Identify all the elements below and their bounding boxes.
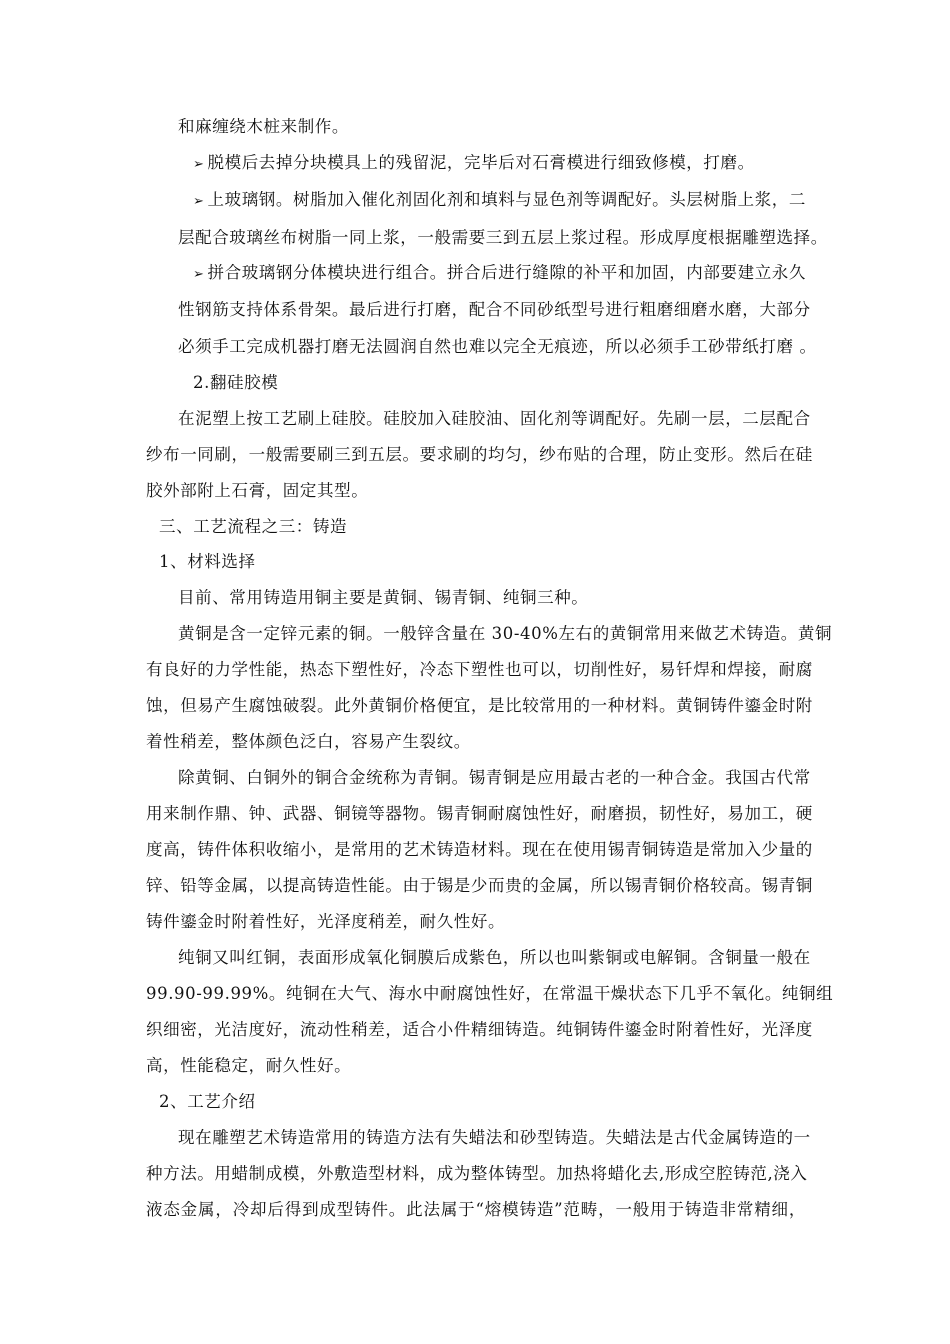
text-line: 着性稍差，整体颜色泛白，容易产生裂纹。: [146, 732, 471, 751]
text-line: 99.90-99.99%。纯铜在大气、海水中耐腐蚀性好，在常温干燥状态下几乎不氧化。纯铜组: [146, 984, 834, 1003]
section-heading: 2.翻硅胶模: [193, 373, 279, 392]
text-line: 除黄铜、白铜外的铜合金统称为青铜。锡青铜是应用最古老的一种合金。我国古代常: [178, 768, 811, 787]
text-line: 蚀，但易产生腐蚀破裂。此外黄铜价格便宜，是比较常用的一种材料。黄铜铸件鎏金时附: [146, 696, 813, 715]
text-line: 铸件鎏金时附着性好，光泽度稍差，耐久性好。: [146, 912, 506, 931]
text-line: 锌、铅等金属，以提高铸造性能。由于锡是少而贵的金属，所以锡青铜价格较高。锡青铜: [146, 876, 813, 895]
arrow-bullet-icon: ➢: [193, 157, 205, 172]
text-line: 目前、常用铸造用铜主要是黄铜、锡青铜、纯铜三种。: [178, 588, 589, 607]
text-line: 现在雕塑艺术铸造常用的铸造方法有失蜡法和砂型铸造。失蜡法是古代金属铸造的一: [178, 1128, 811, 1147]
text-line: 高，性能稳定，耐久性好。: [146, 1056, 352, 1075]
subsection-heading: 2、工艺介绍: [159, 1092, 256, 1111]
arrow-bullet-icon: ➢: [193, 267, 205, 282]
text-line: 用来制作鼎、钟、武器、铜镜等器物。锡青铜耐腐蚀性好，耐磨损，韧性好，易加工，硬: [146, 804, 813, 823]
text-line: 必须手工完成机器打磨无法圆润自然也难以完全无痕迹，所以必须手工砂带纸打磨 。: [178, 337, 817, 356]
text-line: 层配合玻璃丝布树脂一同上浆，一般需要三到五层上浆过程。形成厚度根据雕塑选择。: [178, 228, 828, 247]
bullet-item: ➢ 脱模后去掉分块模具上的残留泥，完毕后对石膏模进行细致修模，打磨。: [193, 153, 755, 175]
text-line: 度高，铸件体积收缩小，是常用的艺术铸造材料。现在在使用锡青铜铸造是常加入少量的: [146, 840, 813, 859]
subsection-heading: 1、材料选择: [159, 552, 256, 571]
text-line: 织细密，光洁度好，流动性稍差，适合小件精细铸造。纯铜铸件鎏金时附着性好，光泽度: [146, 1020, 813, 1039]
arrow-bullet-icon: ➢: [193, 194, 205, 209]
text-line: 种方法。用蜡制成模，外敷造型材料，成为整体铸型。加热将蜡化去,形成空腔铸范,浇入: [146, 1164, 808, 1183]
text-line: 胶外部附上石膏，固定其型。: [146, 481, 369, 500]
bullet-item: ➢ 上玻璃钢。树脂加入催化剂固化剂和填料与显色剂等调配好。头层树脂上浆，二: [193, 190, 806, 212]
bullet-item: ➢ 拼合玻璃钢分体模块进行组合。拼合后进行缝隙的补平和加固，内部要建立永久: [193, 263, 806, 285]
text-line: 在泥塑上按工艺刷上硅胶。硅胶加入硅胶油、固化剂等调配好。先刷一层，二层配合: [178, 409, 811, 428]
text-line: 性钢筋支持体系骨架。最后进行打磨，配合不同砂纸型号进行粗磨细磨水磨，大部分: [178, 300, 811, 319]
text-line: 有良好的力学性能，热态下塑性好，冷态下塑性也可以，切削性好，易钎焊和焊接，耐腐: [146, 660, 813, 679]
text-line: 黄铜是含一定锌元素的铜。一般锌含量在 30-40%左右的黄铜常用来做艺术铸造。黄铜: [178, 624, 833, 643]
section-heading: 三、工艺流程之三：铸造: [159, 517, 348, 536]
text-line: 纱布一同刷，一般需要刷三到五层。要求刷的均匀，纱布贴的合理，防止变形。然后在硅: [146, 445, 813, 464]
text-line: 纯铜又叫红铜，表面形成氧化铜膜后成紫色，所以也叫紫铜或电解铜。含铜量一般在: [178, 948, 811, 967]
text-line: 液态金属，冷却后得到成型铸件。此法属于“熔模铸造”范畴，一般用于铸造非常精细，: [146, 1200, 806, 1219]
text-line: 和麻缠绕木桩来制作。: [178, 117, 349, 136]
